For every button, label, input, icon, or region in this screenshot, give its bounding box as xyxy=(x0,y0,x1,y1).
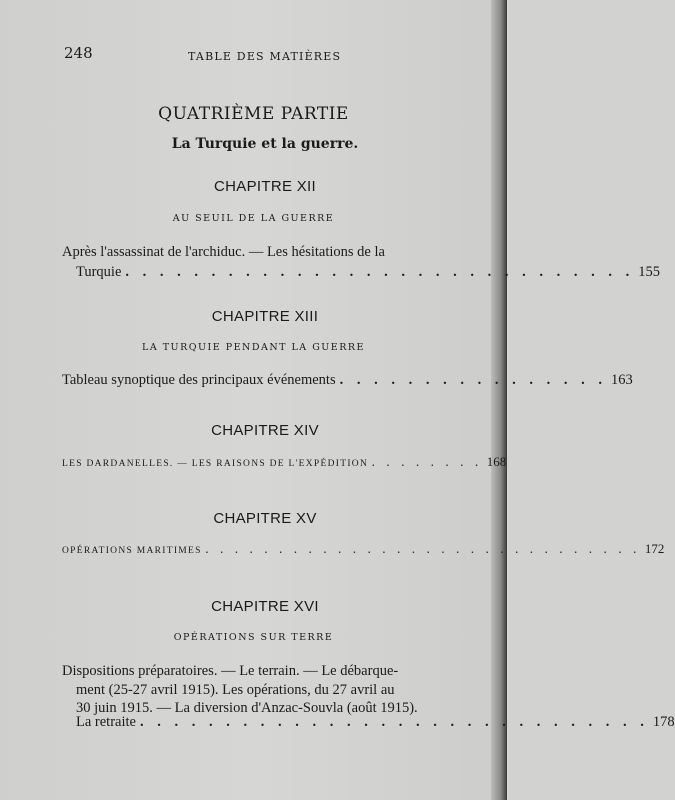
entry-text: La retraite xyxy=(76,714,136,730)
entry-page: 155 xyxy=(638,264,661,280)
chapter-16-subtitle: OPÉRATIONS SUR TERRE xyxy=(173,632,334,643)
entry-page: 178 xyxy=(652,714,675,730)
running-title: TABLE DES MATIÈRES xyxy=(188,50,342,63)
leader-dots: . . . . . . . . . . . . . . . . . . . . . . . . . . . . . . xyxy=(205,546,641,556)
chapter-15-entry xyxy=(62,541,665,557)
chapter-16-entry-line-2: ment (25-27 avril 1915). Les opérations, du 27 avril au xyxy=(76,682,395,698)
leader-dots: . . . . . . . . xyxy=(372,459,483,469)
chapter-13-entry xyxy=(62,372,633,389)
entry-page: 168 xyxy=(486,454,507,469)
entry-text: Tableau synoptique des principaux événements xyxy=(62,372,336,388)
part-title: QUATRIÈME PARTIE xyxy=(158,104,349,124)
chapter-12-heading: CHAPITRE XII xyxy=(214,178,316,195)
leader-dots: . . . . . . . . . . . . . . . . . . . . . . . . . . . . . . xyxy=(139,714,649,730)
page-number: 248 xyxy=(64,44,93,62)
part-subtitle: La Turquie et la guerre. xyxy=(171,136,359,152)
entry-text: Turquie xyxy=(76,264,122,280)
chapter-12-entry-line: Après l'assassinat de l'archiduc. — Les hésitations de la xyxy=(62,244,385,260)
chapter-14-heading: CHAPITRE XIV xyxy=(211,422,319,439)
chapter-12-subtitle: AU SEUIL DE LA GUERRE xyxy=(172,213,335,224)
chapter-13-subtitle: LA TURQUIE PENDANT LA GUERRE xyxy=(142,342,365,353)
entry-page: 172 xyxy=(644,541,665,556)
leader-dots: . . . . . . . . . . . . . . . . . . . . . . . . . . . . . . xyxy=(125,264,635,280)
chapter-16-entry-line-1: Dispositions préparatoires. — Le terrain. — Le débarque- xyxy=(62,663,399,679)
entry-text: OPÉRATIONS MARITIMES xyxy=(62,546,202,556)
chapter-14-entry xyxy=(62,454,507,470)
leader-dots: . . . . . . . . . . . . . . . . xyxy=(339,372,607,388)
chapter-16-heading: CHAPITRE XVI xyxy=(211,598,319,615)
chapter-16-entry-line-3: 30 juin 1915. — La diversion d'Anzac-Souvla (août 1915). xyxy=(76,700,418,716)
entry-page: 163 xyxy=(610,372,633,388)
chapter-15-heading: CHAPITRE XV xyxy=(213,510,317,527)
entry-text: LES DARDANELLES. — LES RAISONS DE L'EXPÉDITION xyxy=(62,459,369,469)
chapter-12-entry xyxy=(76,264,661,281)
chapter-13-heading: CHAPITRE XIII xyxy=(211,308,319,325)
chapter-16-entry xyxy=(76,714,675,731)
